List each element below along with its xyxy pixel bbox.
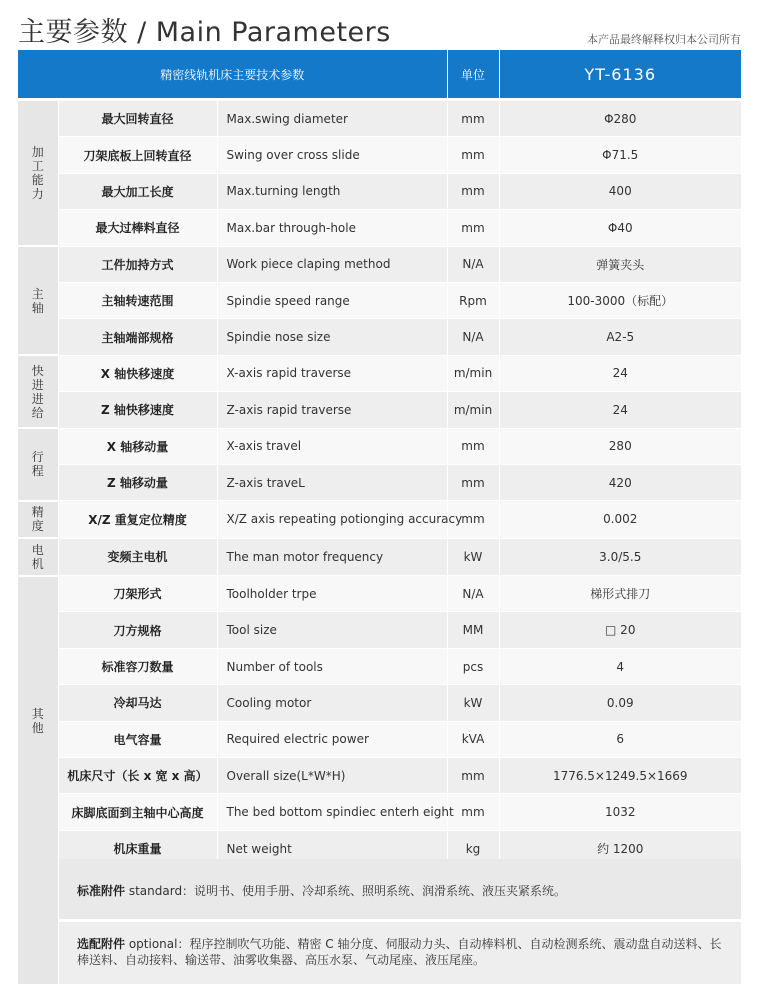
- param-value: 0.002: [499, 501, 741, 538]
- header-unit: 单位: [447, 50, 499, 98]
- group-label-text: 快进进给: [31, 363, 44, 420]
- group-label-text: 电机: [31, 542, 44, 571]
- param-name-en: Tool size: [217, 612, 447, 648]
- group-label: [18, 501, 58, 538]
- group-label-text: 精度: [31, 505, 44, 534]
- param-name-cn: 机床尺寸（长 x 宽 x 高）: [58, 758, 217, 794]
- param-name-en: Work piece claping method: [217, 246, 447, 282]
- param-value: 24: [499, 392, 741, 428]
- param-name-cn: 最大过棒料直径: [58, 210, 217, 246]
- table-row: [18, 538, 741, 575]
- table-row: [18, 137, 741, 173]
- param-unit: m/min: [447, 392, 499, 428]
- group-label: [18, 576, 58, 867]
- param-value: 梯形式排刀: [499, 576, 741, 612]
- param-value: Φ280: [499, 101, 741, 137]
- param-unit: mm: [447, 101, 499, 137]
- param-name-en: Max.swing diameter: [217, 101, 447, 137]
- param-name-cn: Z 轴快移速度: [58, 392, 217, 428]
- param-unit: kVA: [447, 721, 499, 757]
- table-row: [18, 319, 741, 355]
- param-value: 100-3000（标配）: [499, 282, 741, 318]
- optional-label: 选配附件: [77, 937, 126, 951]
- param-name-en: Z-axis rapid traverse: [217, 392, 447, 428]
- param-name-cn: 刀架形式: [58, 576, 217, 612]
- param-name-en: X-axis travel: [217, 428, 447, 464]
- param-name-cn: 主轴转速范围: [58, 282, 217, 318]
- copyright-note: 本产品最终解释权归本公司所有: [587, 33, 741, 46]
- param-value: 1776.5×1249.5×1669: [499, 758, 741, 794]
- param-unit: mm: [447, 758, 499, 794]
- param-name-cn: X 轴移动量: [58, 428, 217, 464]
- page-header: [0, 0, 759, 50]
- group-label-text: 加工能力: [31, 145, 44, 202]
- table-header-row: [18, 50, 741, 98]
- param-value: A2-5: [499, 319, 741, 355]
- param-name-en: Overall size(L*W*H): [217, 758, 447, 794]
- param-name-en: Max.bar through-hole: [217, 210, 447, 246]
- param-value: 0.09: [499, 685, 741, 721]
- param-value: 约 1200: [499, 830, 741, 866]
- standard-text: standard：说明书、使用手册、冷却系统、照明系统、润滑系统、液压夹紧系统。: [125, 884, 567, 898]
- table-row: [18, 210, 741, 246]
- param-name-en: The bed bottom spindiec enterh eight: [217, 794, 447, 830]
- param-name-cn: 标准容刀数量: [58, 648, 217, 684]
- param-unit: N/A: [447, 246, 499, 282]
- standard-accessories: [59, 859, 741, 919]
- param-unit: N/A: [447, 576, 499, 612]
- param-value: □ 20: [499, 612, 741, 648]
- param-value: 弹簧夹头: [499, 246, 741, 282]
- param-name-en: Cooling motor: [217, 685, 447, 721]
- table-row: [18, 428, 741, 464]
- param-unit: mm: [447, 794, 499, 830]
- param-value: 6: [499, 721, 741, 757]
- table-row: [18, 612, 741, 648]
- accessories-left-strip: [18, 859, 58, 984]
- group-label-text: 其他: [31, 707, 44, 736]
- param-name-cn: 主轴端部规格: [58, 319, 217, 355]
- param-name-cn: X 轴快移速度: [58, 355, 217, 391]
- group-label: [18, 428, 58, 501]
- param-value: 280: [499, 428, 741, 464]
- optional-text: optional：程序控制吹气功能、精密 C 轴分度、伺服动力头、自动棒料机、自动检测系统、震动盘自动送料、长棒送料、自动接料、输送带、油雾收集器、高压水泵、气动尾座、液压尾座。: [77, 937, 722, 967]
- group-label-text: 行程: [31, 450, 44, 479]
- group-label: [18, 246, 58, 355]
- param-name-en: Spindie speed range: [217, 282, 447, 318]
- param-name-en: Toolholder trpe: [217, 576, 447, 612]
- table-row: [18, 501, 741, 538]
- param-unit: kg: [447, 830, 499, 866]
- param-name-en: Number of tools: [217, 648, 447, 684]
- param-unit: mm: [447, 464, 499, 500]
- param-value: 3.0/5.5: [499, 538, 741, 575]
- param-name-en: X-axis rapid traverse: [217, 355, 447, 391]
- param-unit: mm: [447, 501, 499, 538]
- table-row: [18, 576, 741, 612]
- param-name-en: The man motor frequency: [217, 538, 447, 575]
- table-row: [18, 794, 741, 830]
- header-model: YT-6136: [499, 50, 741, 98]
- table-row: [18, 648, 741, 684]
- table-row: [18, 101, 741, 137]
- param-name-en: Required electric power: [217, 721, 447, 757]
- param-value: 4: [499, 648, 741, 684]
- table-row: [18, 282, 741, 318]
- param-unit: mm: [447, 428, 499, 464]
- table-row: [18, 173, 741, 209]
- group-label: [18, 101, 58, 246]
- table-row: [18, 685, 741, 721]
- param-name-cn: 工件加持方式: [58, 246, 217, 282]
- table-row: [18, 464, 741, 500]
- param-value: 24: [499, 355, 741, 391]
- table-row: [18, 721, 741, 757]
- param-unit: mm: [447, 137, 499, 173]
- group-label: [18, 355, 58, 428]
- param-name-cn: Z 轴移动量: [58, 464, 217, 500]
- param-name-cn: 最大回转直径: [58, 101, 217, 137]
- param-unit: mm: [447, 173, 499, 209]
- table-row: [18, 392, 741, 428]
- param-unit: Rpm: [447, 282, 499, 318]
- param-unit: MM: [447, 612, 499, 648]
- param-name-cn: 电气容量: [58, 721, 217, 757]
- param-name-cn: 床脚底面到主轴中心高度: [58, 794, 217, 830]
- group-label: [18, 538, 58, 575]
- param-value: Φ40: [499, 210, 741, 246]
- optional-accessories: [59, 922, 741, 984]
- param-name-en: X/Z axis repeating potionging accuracy: [217, 501, 447, 538]
- param-name-en: Max.turning length: [217, 173, 447, 209]
- param-name-cn: 机床重量: [58, 830, 217, 866]
- param-unit: mm: [447, 210, 499, 246]
- table-row: [18, 246, 741, 282]
- header-name: 精密线轨机床主要技术参数: [18, 50, 447, 98]
- table-row: [18, 758, 741, 794]
- param-value: 400: [499, 173, 741, 209]
- table-row: [18, 355, 741, 391]
- param-unit: N/A: [447, 319, 499, 355]
- param-unit: kW: [447, 538, 499, 575]
- param-unit: pcs: [447, 648, 499, 684]
- standard-label: 标准附件: [77, 884, 126, 898]
- param-name-cn: X/Z 重复定位精度: [58, 501, 217, 538]
- param-unit: kW: [447, 685, 499, 721]
- param-name-cn: 最大加工长度: [58, 173, 217, 209]
- page-title: 主要参数 / Main Parameters: [18, 17, 391, 48]
- param-name-en: Z-axis traveL: [217, 464, 447, 500]
- param-name-en: Swing over cross slide: [217, 137, 447, 173]
- param-value: 420: [499, 464, 741, 500]
- param-name-en: Spindie nose size: [217, 319, 447, 355]
- param-name-en: Net weight: [217, 830, 447, 866]
- param-unit: m/min: [447, 355, 499, 391]
- param-name-cn: 刀架底板上回转直径: [58, 137, 217, 173]
- param-name-cn: 冷却马达: [58, 685, 217, 721]
- param-value: 1032: [499, 794, 741, 830]
- parameters-table: [18, 50, 741, 868]
- group-label-text: 主轴: [31, 286, 44, 315]
- param-value: Φ71.5: [499, 137, 741, 173]
- param-name-cn: 刀方规格: [58, 612, 217, 648]
- param-name-cn: 变频主电机: [58, 538, 217, 575]
